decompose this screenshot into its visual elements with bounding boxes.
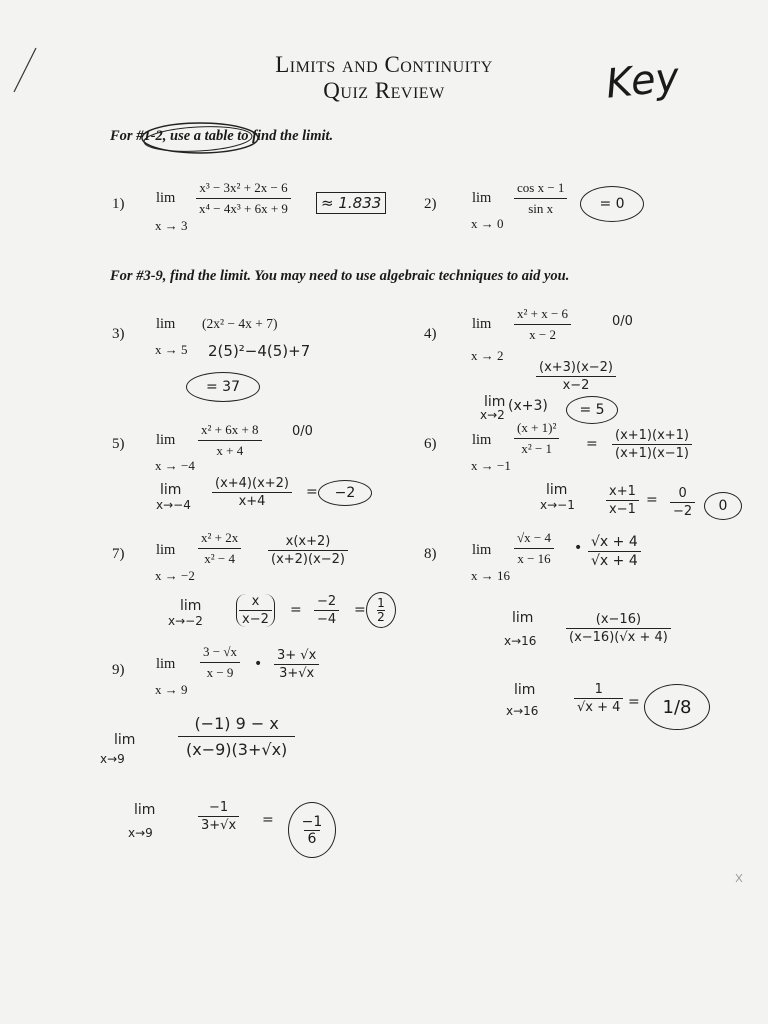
- work-denominator: x−2: [242, 612, 269, 627]
- problem-expression: (2x² − 4x + 7): [202, 316, 278, 331]
- limit-label: lim: [156, 316, 176, 332]
- answer-circle: −2: [318, 480, 372, 506]
- work-approach: x→16: [506, 704, 539, 718]
- work-numerator: 1: [574, 682, 623, 699]
- work-denominator: 3+√x: [279, 666, 315, 681]
- work-approach: x→9: [100, 752, 125, 766]
- work-numerator: (x+4)(x+2): [212, 476, 292, 493]
- work-denominator: (x−9)(3+√x): [186, 740, 288, 759]
- page-title: Limits and Continuity: [275, 52, 493, 77]
- answer-numerator: 1: [662, 696, 674, 718]
- work-lim: lim: [160, 482, 182, 498]
- work-expression: (x+3): [508, 398, 548, 414]
- limit-label: lim: [156, 542, 176, 558]
- handwritten-fraction: [268, 534, 348, 567]
- handwritten-fraction: [612, 428, 692, 461]
- quiz-page: Limits and Continuity Quiz Review Key For #1-2, use a table to find the limit. 1) lim x → 3 $\frac{\text{x³ − 3x² + 2x − 6}}{\text{x⁴ − 4x³ + 6x + 9}}$ ≈ 1.833 2) lim x → 0 $\frac{\text{cos x − 1}}{\text{sin x}}$ = 0 For #3-9, find the limit. You may need to use algebraic techniques to aid you. 3) lim x → 5 (2x² − 4x + 7) 2(5)²−4(5)+7 = 37 4) lim x → 2 $\frac{\text{x² + x − 6}}{x - 2}$ 0/0 $\frac{(x+3)(x-2)}{x-2}$ lim x→2 (x+3) = 5 5) lim x → −4 $\frac{\text{x² + 6x + 8}}{x + 4}$ 0/0 lim x→−4 $\frac{(x+4)(x+2)}{x+4}$ = −2 6) lim x → −1 $\frac{\text{(x + 1)²}}{\text{x² − 1}}$ = $\frac{(x+1)(x+1)}{(x+1)(x-1)}$ lim x→−1 $\frac{x+1}{x-1}$ = $\frac{0}{-2}$ 0 7) lim x → −2 $\frac{\text{x² + 2x}}{\text{x² − 4}}$ $\frac{x(x+2)}{(x+2)(x-2)}$ lim x→−2 $\frac{x}{x-2}$ = $\frac{-2}{-4}$ = $\frac{1}{2}$ 8) lim x → 16 $\frac{√x - 4}{x - 16}$ • $\frac{√x + 4}{√x + 4}$ lim x→16 $\frac{(x-16)}{(x-16)(√x + 4)}$ lim x→16 $\frac{1}{√x + 4}$ = 1 / 8 9) lim x → 9 $\frac{3 - √x}{x - 9}$ • $\frac{3+ √x}{3+√x}$ lim x→9 $\frac{(-1) 9 - x}{(x-9)(3+√x)}$ lim x→9 $\frac{-1}{3+√x}$ = $\frac{-1}{6}$: [0, 0, 768, 1024]
- answer-denominator: 2: [377, 609, 385, 624]
- denominator: x − 2: [529, 327, 556, 342]
- handwritten-fraction: [212, 476, 292, 509]
- problem-fraction: [200, 644, 240, 681]
- work-denominator: (x−16)(√x + 4): [569, 630, 668, 645]
- limit-label: lim: [156, 190, 176, 206]
- work-lim: lim: [484, 394, 506, 410]
- handwritten-fraction: [314, 594, 339, 627]
- handwritten-fraction: [274, 648, 319, 681]
- numerator: (x + 1)²: [514, 420, 559, 439]
- work-numerator: (−1) 9 − x: [178, 714, 295, 737]
- answer-box: ≈ 1.833: [316, 192, 386, 214]
- page-subtitle: Quiz Review: [323, 78, 445, 103]
- numerator: x² + 6x + 8: [198, 422, 262, 441]
- problem-number: 3): [112, 326, 125, 342]
- work-lim: lim: [512, 610, 534, 626]
- answer-circle: [288, 802, 336, 858]
- work-lim: lim: [546, 482, 568, 498]
- denominator: x² − 4: [204, 551, 235, 566]
- limit-approach: x → 3: [155, 218, 188, 233]
- work-approach: x→2: [480, 408, 505, 422]
- limit-approach: x → −1: [471, 458, 511, 473]
- denominator: x⁴ − 4x³ + 6x + 9: [199, 201, 288, 216]
- answer-circle: = 5: [566, 396, 618, 424]
- work-numerator: 3+ √x: [274, 648, 319, 665]
- limit-label: lim: [472, 542, 492, 558]
- answer-denominator: 8: [680, 696, 692, 718]
- work-lim: lim: [134, 802, 156, 818]
- problem-number: 9): [112, 662, 125, 678]
- answer-numerator: −1: [301, 813, 323, 830]
- limit-approach: x → 2: [471, 348, 504, 363]
- handwritten-fraction: [574, 682, 623, 715]
- problem-fraction: [196, 180, 291, 217]
- handwritten-fraction: [198, 800, 239, 833]
- problem-number: 5): [112, 436, 125, 452]
- problem-fraction: [198, 530, 241, 567]
- answer-circle: = 0: [580, 186, 644, 222]
- denominator: x + 4: [216, 443, 244, 458]
- work-lim: lim: [180, 598, 202, 614]
- work-denominator: √x + 4: [591, 553, 638, 569]
- work-approach: x→16: [504, 634, 537, 648]
- limit-label: lim: [472, 432, 492, 448]
- problem-fraction: [514, 530, 554, 567]
- work-denominator: 3+√x: [201, 818, 237, 833]
- problem-number: 2): [424, 196, 437, 212]
- answer-denominator: 6: [304, 830, 321, 847]
- handwritten-fraction: [588, 534, 641, 569]
- handwritten-fraction: [178, 714, 295, 759]
- problem-number: 8): [424, 546, 437, 562]
- numerator: cos x − 1: [514, 180, 567, 199]
- work-denominator: −2: [673, 504, 693, 519]
- denominator: x² − 1: [521, 441, 553, 456]
- numerator: x³ − 3x² + 2x − 6: [196, 180, 291, 199]
- problem-number: 4): [424, 326, 437, 342]
- work-numerator: (x−16): [566, 612, 671, 629]
- numerator: 3 − √x: [200, 644, 240, 663]
- indeterminate-form: 0/0: [292, 424, 313, 439]
- numerator: √x − 4: [514, 530, 554, 549]
- handwritten-work: 2(5)²−4(5)+7: [208, 342, 311, 360]
- problem-number: 1): [112, 196, 125, 212]
- work-approach: x→9: [128, 826, 153, 840]
- work-numerator: −1: [198, 800, 239, 817]
- work-numerator: −2: [314, 594, 339, 611]
- numerator: x² + x − 6: [514, 306, 571, 325]
- problem-fraction: [198, 422, 262, 459]
- work-lim: lim: [114, 732, 136, 748]
- handwritten-fraction: [536, 360, 616, 393]
- work-approach: x→−1: [540, 498, 575, 512]
- limit-label: lim: [156, 432, 176, 448]
- work-numerator: x(x+2): [268, 534, 348, 551]
- answer-circle: 1 / 8: [644, 684, 710, 730]
- limit-approach: x → 5: [155, 342, 188, 357]
- table-instruction: For #1-2, use a table to find the limit.: [110, 128, 334, 144]
- answer-key-label: Key: [603, 54, 682, 108]
- algebra-instruction: For #3-9, find the limit. You may need to use algebraic techniques to aid you.: [110, 268, 570, 284]
- problem-fraction: [514, 180, 567, 217]
- denominator: x − 9: [206, 665, 234, 680]
- numerator: x² + 2x: [198, 530, 241, 549]
- answer-circle: 0: [704, 492, 742, 520]
- limit-approach: x → −2: [155, 568, 195, 583]
- limit-approach: x → 9: [155, 682, 188, 697]
- limit-approach: x → 0: [471, 216, 504, 231]
- denominator: sin x: [528, 201, 554, 216]
- handwritten-fraction: [606, 484, 639, 517]
- work-numerator: x: [239, 594, 272, 611]
- problem-number: 7): [112, 546, 125, 562]
- problem-fraction: [514, 306, 571, 343]
- handwritten-fraction: [670, 486, 695, 519]
- work-lim: lim: [514, 682, 536, 698]
- denominator: x − 16: [517, 551, 551, 566]
- answer-circle: = 37: [186, 372, 260, 402]
- handwritten-fraction: [236, 594, 275, 627]
- answer-numerator: 1: [377, 595, 385, 610]
- limit-label: lim: [472, 190, 492, 206]
- work-denominator: (x+1)(x−1): [615, 446, 690, 461]
- work-numerator: √x + 4: [588, 534, 641, 552]
- problem-fraction: [514, 420, 559, 457]
- work-numerator: (x+1)(x+1): [612, 428, 692, 445]
- problem-number: 6): [424, 436, 437, 452]
- indeterminate-form: 0/0: [612, 314, 633, 329]
- answer-circle: [366, 592, 396, 628]
- work-numerator: (x+3)(x−2): [536, 360, 616, 377]
- work-approach: x→−4: [156, 498, 191, 512]
- handwritten-fraction: [566, 612, 671, 645]
- work-approach: x→−2: [168, 614, 203, 628]
- limit-approach: x → −4: [155, 458, 195, 473]
- work-denominator: x−1: [609, 502, 636, 517]
- work-denominator: x−2: [562, 378, 590, 393]
- work-denominator: x+4: [238, 494, 266, 509]
- work-denominator: (x+2)(x−2): [271, 552, 346, 567]
- work-denominator: √x + 4: [577, 700, 621, 715]
- limit-label: lim: [156, 656, 176, 672]
- work-denominator: −4: [317, 612, 337, 627]
- work-numerator: 0: [670, 486, 695, 503]
- limit-label: lim: [472, 316, 492, 332]
- work-numerator: x+1: [606, 484, 639, 501]
- limit-approach: x → 16: [471, 568, 510, 583]
